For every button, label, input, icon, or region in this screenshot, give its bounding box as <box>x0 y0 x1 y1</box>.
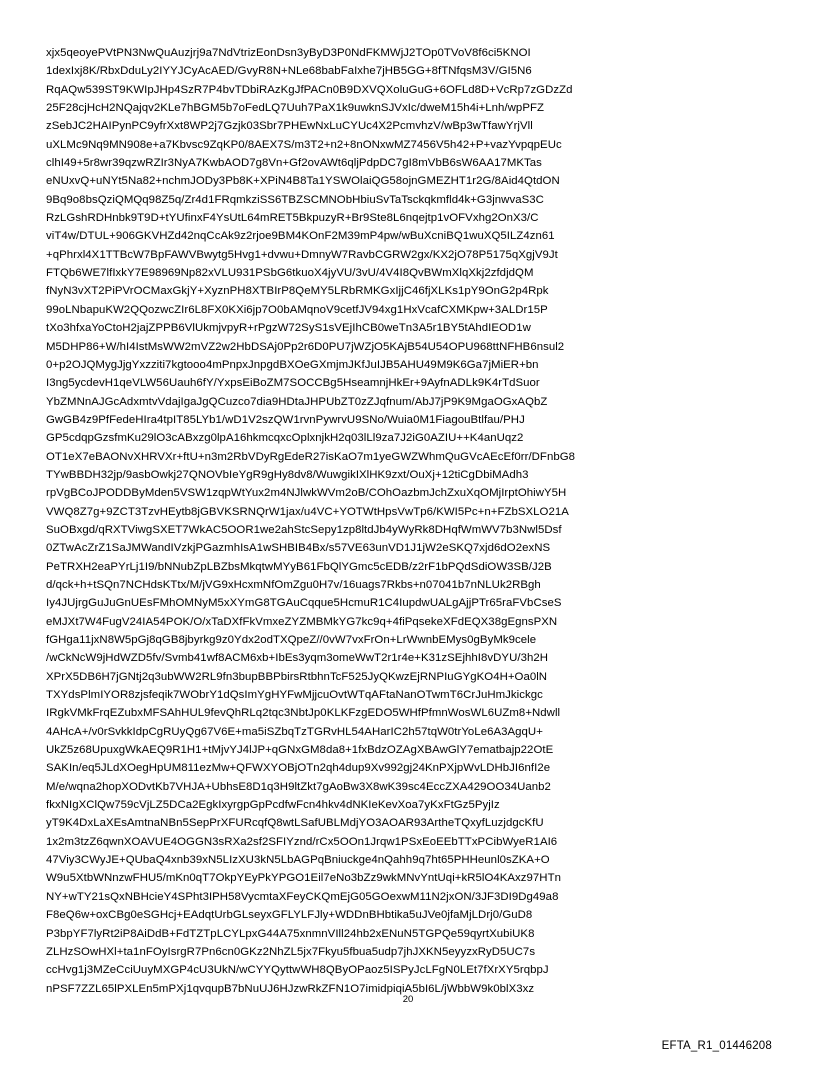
ciphertext-line: 99oLNbapuKW2QQozwcZIr6L8FX0KXi6jp7O0bAMqnoV9cetfJV94xg1HxVcafCXMKpw+3ALDr15P <box>46 303 548 316</box>
ciphertext-line: Iy4JUjrgGuJuGnUEsFMhOMNyM5xXYmG8TGAuCqque5HcmuR1C4IupdwUALgAjjPTr65raFVbCseS <box>46 597 562 610</box>
ciphertext-line: XPrX5DB6H7jGNtj2q3ubWW2RL9fn3bupBBPbirsRtbhnTcF525JyQKwzEjRNPIuGYgKO4H+Oa0lN <box>46 670 548 683</box>
ciphertext-line: fkxNIgXClQw759cVjLZ5DCa2EgkIxyrgpGpPcdfwFcn4hkv4dNKIeKevXoa7yKxFtGz5PyjIz <box>46 799 500 812</box>
ciphertext-line: eNUxvQ+uNYt5Na82+nchmJODy3Pb8K+XPiN4B8Ta1YSWOlaiQG58ojnGMEZHT1r2G/8Aid4QtdON <box>46 175 560 188</box>
bates-number: EFTA_R1_01446208 <box>661 1040 772 1052</box>
ciphertext-line: SAKIn/eq5JLdXOegHpUM811ezMw+QFWXYOBjOTn2qh4dup9Xv992gj24KnPXjpWvLDHbJI6nfI2e <box>46 762 551 775</box>
ciphertext-line: SuOBxgd/qRXTViwgSXET7WkAC5OOR1we2ahStcSepy1zp8ltdJb4yWyRk8DHqfWmWV7b3Nwl5Dsf <box>46 523 562 536</box>
page-number: 20 <box>402 994 414 1005</box>
ciphertext-line: GP5cdqpGzsfmKu29lO3cABxzg0lpA16hkmcqxcOplxnjkH2q03lLl9za7J2iG0AZIU++K4anUqz2 <box>46 432 524 445</box>
ciphertext-line: RzLGshRDHnbk9T9D+tYUfinxF4YsUtL64mRET5BkpuzyR+Br9Ste8L6nqejtp1vOFVxhg2OnX3/C <box>46 212 539 225</box>
ciphertext-line: 9Bq9o8bsQziQMQq98Z5q/Zr4d1FRqmkziSS6TBZSCMNObHbiuSvTaTsckqkmfld4k+G3jnwvaS3C <box>46 193 544 206</box>
ciphertext-line: OT1eX7eBAONvXHRVXr+ftU+n3m2RbVDyRgEdeR27isKaO7m1yeGWZWhmQuGVcAEcEf0rr/DFnbG8 <box>46 450 576 463</box>
ciphertext-line: 25F28cjHcH2NQajqv2KLe7hBGM5b7oFedLQ7Uuh7PaX1k9uwknSJVxIc/dweM15h4i+Lnh/wpPFZ <box>46 102 544 115</box>
ciphertext-line: clhI49+5r8wr39qzwRZIr3NyA7KwbAOD7g8Vn+Gf2ovAWt6qljPdpDC7gI8mVbB6sW6AA17MKTas <box>46 157 542 170</box>
ciphertext-line: fGHga11jxN8W5pGj8qGB8jbyrkg9z0Ydx2odTXQpeZ//0vW7vxFrOn+LrWwnbEMys0gByMk9cele <box>46 634 537 646</box>
ciphertext-line: I3ng5ycdevH1qeVLW56Uauh6fY/YxpsEiBoZM7SOCCBg5HseamnjHkEr+9AyfnADLk9K4rTdSuor <box>46 377 540 390</box>
ciphertext-line: TYwBBDH32jp/9asbOwkj27QNOVbIeYgR9gHy8dv8/WuwgikIXlHK9zxt/OuXj+12tiCgDbiMAdh3 <box>46 468 529 481</box>
ciphertext-line: fNyN3vXT2PiPVrOCMaxGkjY+XyznPH8XTBIrP8QeMY5LRbRMKGxIjjC46fjXLKs1pY9OnG2p4Rpk <box>46 285 549 298</box>
ciphertext-line: YbZMNnAJGcAdxmtvVdajIgaJgQCuzco7dia9HDtaJHPUbZT0zZJqfnum/AbJ7jP9K9MgaOGxAQbZ <box>46 395 548 408</box>
ciphertext-line: 4AHcA+/v0rSvkkIdpCgRUyQg67V6E+ma5iSZbqTzTGRvHL54AHarIC2h57tqW0trYoLe6A3AgqU+ <box>46 725 543 738</box>
ciphertext-line: /wCkNcW9jHdWZD5fv/Svmb41wf8ACM6xb+IbEs3yqm3omeWwT2r1r4e+K31zSEjhhI8vDYU/3h2H <box>46 652 548 665</box>
ciphertext-line: UkZ5z68UpuxgWkAEQ9R1H1+tMjvYJ4lJP+qGNxGM8da8+1fxBdzOZAgXBAwGlY7ematbajp22OtE <box>46 744 554 757</box>
ciphertext-line: M/e/wqna2hopXODvtKb7VHJA+UbhsE8D1q3H9ltZkt7gAoBw3X8wK39sc4EccZXA429OO34Uanb2 <box>46 780 551 793</box>
ciphertext-line: F8eQ6w+oxCBg0eSGHcj+EAdqtUrbGLseyxGFLYLFJly+WDDnBHbtika5uJVe0jfaMjLDrj0/GuD8 <box>46 909 533 922</box>
ciphertext-line: NY+wTY21sQxNBHcieY4SPht3IPH58VycmtaXFeyCKQmEjG05GOexwM11N2jxON/3JF3DI9Dg49a8 <box>46 890 559 903</box>
ciphertext-line: tXo3hfxaYoCtoH2jajZPPB6VlUkmjvpyR+rPgzW72SyS1sVEjIhCB0weTn3A5r1BY5tAhdIEOD1w <box>46 322 531 335</box>
ciphertext-line: FTQb6WE7lfIxkY7E98969Np82xVLU931PSbG6tkuoX4jyVU/3vU/4V4I8QvBWmXlqXkj2zfdjdQM <box>46 267 534 280</box>
ciphertext-line: rpVgBCoJPODDByMden5VSW1zqpWtYux2m4NJlwkWVm2oB/COhOazbmJchZxuXqOMjIrptOhiwY5H <box>46 487 567 500</box>
ciphertext-line: IRgkVMkFrqEZubxMFSAhHUL9fevQhRLq2tqc3NbtJp0KLKFzgEDO5WHfPfmnWosWL6UZm8+Ndwll <box>46 707 561 720</box>
ciphertext-line: 0+p2OJQMygJjgYxzziti7kgtooo4mPnpxJnpgdBXOeGXmjmJKfJuIJB5AHU49M9K6Ga7jMiER+bn <box>46 358 539 371</box>
ciphertext-line: yT9K4DxLaXEsAmtnaNBn5SepPrXFURcqfQ8wtLSafUBLMdjYO3AOAR93ArtheTQxyfLuzjdgcKfU <box>46 817 544 830</box>
ciphertext-line: nPSF7ZZL65lPXLEn5mPXj1qvqupB7bNuUJ6HJzwRkZFN1O7imidpiqiA5bI6L/jWbbW9k0blX3xz <box>46 982 535 995</box>
ciphertext-line: 47Viy3CWyJE+QUbaQ4xnb39xN5LIzXU3kN5LbAGPqBniuckge4nQahh9q7ht65PHHeunl0sZKA+O <box>46 854 550 867</box>
ciphertext-block <box>46 44 736 998</box>
ciphertext-line: +qPhrxl4X1TTBcW7BpFAWVBwytg5Hvg1+dvwu+DmnyW7RavbCGRW2gx/KX2jO78P5175qXgjV9Jt <box>46 248 558 261</box>
ciphertext-line: M5DHP86+W/hI4IstMsWW2mVZ2w2HbDSAj0Pp2r6D0PU7jWZjO5KAjB54U54OPU968ttNFHB6nsul2 <box>46 340 565 353</box>
ciphertext-line: TXYdsPlmIYOR8zjsfeqik7WObrY1dQsImYgHYFwMjjcuOvtWTqAFtaNanOTwmT6CrJuHmJkickgc <box>46 689 543 702</box>
ciphertext-line: PeTRXH2eaPYrLj1I9/bNNubZpLBZbsMkqtwMYyB61FbQlYGmc5cEDB/z2rF1bPQdSdiOW3SB/J2B <box>46 560 552 573</box>
ciphertext-line: viT4w/DTUL+906GKVHZd42nqCcAk9z2rjoe9BM4KOnF2M39mP4pw/wBuXcniBQ1wuXQ5ILZ4zn61 <box>46 230 555 243</box>
ciphertext-line: xjx5qeoyePVtPN3NwQuAuzjrj9a7NdVtrizEonDsn3yByD3P0NdFKMWjJ2TOp0TVoV8f6ci5KNOI <box>46 47 531 59</box>
ciphertext-line: zSebJC2HAIPynPC9yfrXxt8WP2j7Gzjk03Sbr7PHEwNxLuCYUc4X2PcmvhzV/wBp3wTfawYrjVll <box>46 120 533 133</box>
ciphertext-line: VWQ8Z7g+9ZCT3TzvHEytb8jGBVKSRNQrW1jax/u4VC+YOTWtHpsVwTp6/KWI5Pc+n+FZbSXLO21A <box>46 505 569 518</box>
ciphertext-line: ZLHzSOwHXl+ta1nFOyIsrgR7Pn6cn0GKz2NhZL5jx7Fkyu5fbua5udp7jhJXKN5eyyzxRyD5UC7s <box>46 945 536 958</box>
ciphertext-line: eMJXt7W4FugV24IA54POK/O/xTaDXfFkVmxeZYZMBMkYG7kc9q+4fiPqsekeXFdEQX38gEgnsPXN <box>46 615 558 628</box>
ciphertext-line: GwGB4z9PfFedeHIra4tpIT85LYb1/wD1V2szQW1rvnPywrvU9SNo/Wuia0M1FiagouBtlfau/PHJ <box>46 413 525 426</box>
ciphertext-line: uXLMc9Nq9MN908e+a7Kbvsc9ZqKP0/8AEX7S/m3T2+n2+8nONxwMZ7456V5h42+P+vazYvpqpEUc <box>46 138 562 151</box>
ciphertext-line: d/qck+h+tSQn7NCHdsKTtx/M/jVG9xHcxmNfOmZgu0H7v/16uags7Rkbs+n07041b7nNLUk2RBgh <box>46 578 541 591</box>
ciphertext-line: P3bpYF7lyRt2iP8AiDdB+FdTZTpLCYLpxG44A75xnmnVIll24hb2xENuN5TGPQe59qyrtXubiUK8 <box>46 927 535 940</box>
ciphertext-line: RqAQw539ST9KWIpJHp4SzR7P4bvTDbiRAzKgJfPACn0B9DXVQXoluGuG+6OFLd8D+VcRp7zGDzZd <box>46 83 573 96</box>
ciphertext-line: ccHvg1j3MZeCciUuyMXGP4cU3UkN/wCYYQyttwWH8QByOPaoz5ISPyJcLFgN0LEt7fXrXY5rqbpJ <box>46 964 549 977</box>
ciphertext-line: 0ZTwAcZrZ1SaJMWandIVzkjPGazmhIsA1wSHBIB4Bx/s57VE63unVD1J1jW2eSKQ7xjd6dO2exNS <box>46 542 551 555</box>
ciphertext-line: 1x2m3tzZ6qwnXOAVUE4OGGN3sRXa2sf2SFIYznd/rCx5OOn1Jrqw1PSxEoEEbTTxPCibWyeR1AI6 <box>46 835 558 848</box>
ciphertext-line: 1dexIxj8K/RbxDduLy2IYYJCyAcAED/GvyR8N+NLe68babFaIxhe7jHB5GG+8fTNfqsM3V/GI5N6 <box>46 65 532 78</box>
ciphertext-line: W9u5XtbWNnzwFHU5/mKn0qT7OkpYEyPkYPGO1Eil7eNo3bZz9wkMNvYntUqi+kR5lO4KAxz97HTn <box>46 872 561 885</box>
